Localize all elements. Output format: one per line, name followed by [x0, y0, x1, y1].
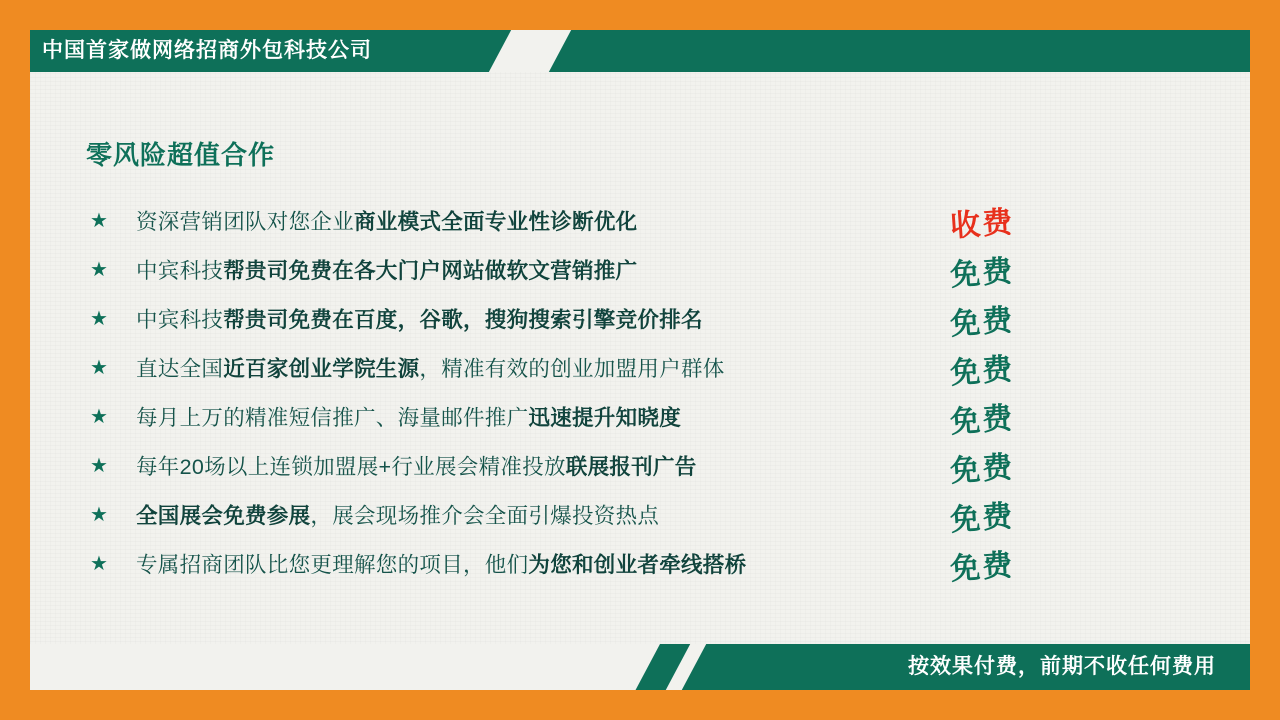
list-item-text-tail: ，精准有效的创业加盟用户群体 — [419, 357, 725, 381]
list-item-text — [136, 254, 637, 285]
list-item-text-bold: 帮贵司免费在百度，谷歌，搜狗搜索引擎竞价排名 — [223, 308, 703, 332]
section-title: 零风险超值合作 — [86, 140, 276, 170]
star-icon: ★ — [90, 405, 108, 428]
list-item-text-bold: 帮贵司免费在各大门户网站做软文营销推广 — [223, 259, 638, 283]
list-item-text — [136, 548, 746, 579]
price-tag: 免费 — [949, 548, 1016, 586]
price-tag: 收费 — [949, 205, 1016, 243]
list-item-text — [136, 450, 697, 481]
list-item-text-tail: ，展会现场推介会全面引爆投资热点 — [310, 504, 660, 528]
star-icon: ★ — [90, 307, 108, 330]
list-item — [90, 245, 1070, 294]
list-item-text-plain: 资深营销团队对您企业 — [136, 210, 355, 234]
footer-text: 按效果付费，前期不收任何费用 — [908, 655, 1216, 678]
list-item — [90, 539, 1070, 588]
price-tag: 免费 — [949, 450, 1016, 488]
footer-notch-large — [30, 644, 660, 690]
list-item — [90, 441, 1070, 490]
star-icon: ★ — [90, 258, 108, 281]
list-item — [90, 196, 1070, 245]
list-item-text-plain: 直达全国 — [136, 357, 224, 381]
list-item-text — [136, 303, 703, 334]
list-item-text-plain: 专属招商团队比您更理解您的项目，他们 — [136, 553, 529, 577]
price-tag: 免费 — [949, 352, 1016, 390]
list-item-text-plain: 每年20场以上连锁加盟展+行业展会精准投放 — [136, 455, 566, 479]
list-item-text-plain: 中宾科技 — [136, 259, 224, 283]
list-item-text — [136, 401, 681, 432]
list-item — [90, 490, 1070, 539]
star-icon: ★ — [90, 454, 108, 477]
price-tag: 免费 — [949, 303, 1016, 341]
benefits-list — [90, 196, 1070, 588]
list-item — [90, 343, 1070, 392]
header-title: 中国首家做网络招商外包科技公司 — [42, 39, 372, 62]
price-tag: 免费 — [949, 254, 1016, 292]
list-item — [90, 392, 1070, 441]
list-item-text-bold: 全国展会免费参展 — [136, 504, 311, 528]
list-item-text — [136, 352, 725, 383]
list-item-text — [136, 205, 637, 236]
star-icon: ★ — [90, 209, 108, 232]
list-item — [90, 294, 1070, 343]
list-item-text-plain: 中宾科技 — [136, 308, 224, 332]
list-item-text-plain: 每月上万的精准短信推广、海量邮件推广 — [136, 406, 529, 430]
list-item-text — [136, 499, 659, 530]
price-tag: 免费 — [949, 499, 1016, 537]
footer-notch-small — [666, 644, 706, 690]
star-icon: ★ — [90, 552, 108, 575]
star-icon: ★ — [90, 356, 108, 379]
list-item-text-bold: 近百家创业学院生源 — [223, 357, 420, 381]
list-item-text-bold: 商业模式全面专业性诊断优化 — [354, 210, 638, 234]
list-item-text-bold: 迅速提升知晓度 — [528, 406, 682, 430]
star-icon: ★ — [90, 503, 108, 526]
price-tag: 免费 — [949, 401, 1016, 439]
list-item-text-bold: 联展报刊广告 — [565, 455, 697, 479]
list-item-text-bold: 为您和创业者牵线搭桥 — [528, 553, 747, 577]
